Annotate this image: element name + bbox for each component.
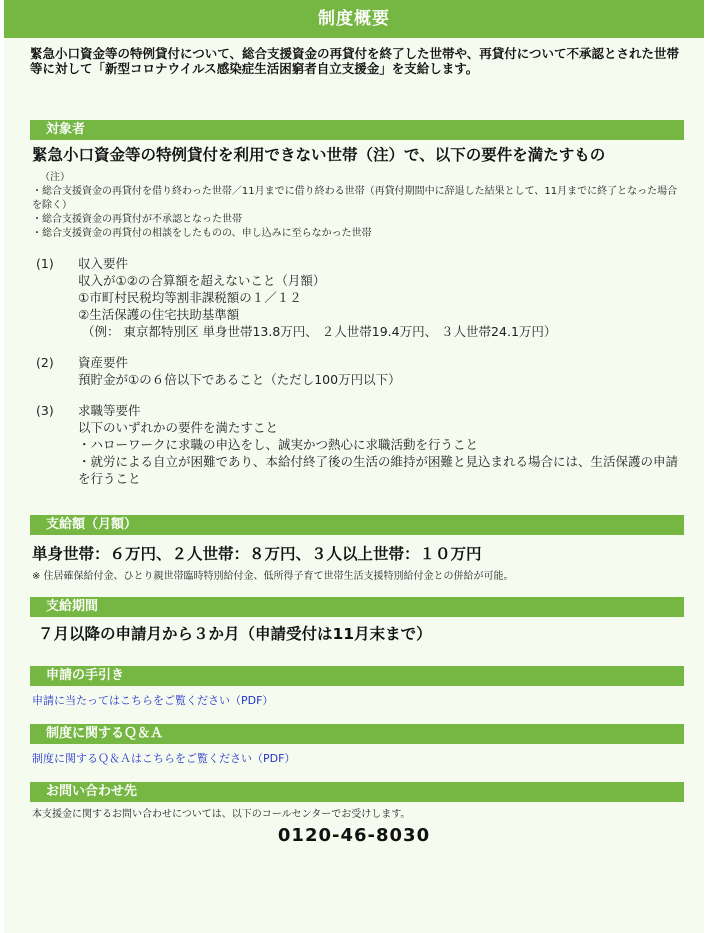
intro-text: 緊急小口資金等の特例貸付について、総合支援資金の再貸付を終了した世帯や、再貸付について不承認とされた世帯等に対して「新型コロナウイルス感染症生活困窮者自立支援金」を支給します。 <box>30 46 680 76</box>
requirement-line: ・ハローワークに求職の申込をし、誠実かつ熱心に求職活動を行うこと <box>78 437 479 452</box>
requirement-line: ・就労による自立が困難であり、本給付終了後の生活の維持が困難と見込まれる場合には、生活保護の申請を行うこと <box>78 454 679 486</box>
guide-pdf-link[interactable]: 申請に当たってはこちらをご覧ください（PDF） <box>32 694 274 707</box>
requirement-assets <box>4 354 704 388</box>
period-main: ７月以降の申請月から３か月（申請受付は11月末まで） <box>38 625 432 643</box>
section-heading-target: 対象者 <box>30 120 684 140</box>
note-label: （注） <box>40 172 70 183</box>
target-main: 緊急小口資金等の特例貸付を利用できない世帯（注）で、以下の要件を満たすもの <box>32 146 606 164</box>
section-heading-qa: 制度に関するＱ＆Ａ <box>30 724 684 744</box>
amount-note: ※ 住居確保給付金、ひとり親世帯臨時特別給付金、低所得子育て世帯生活支援特別給付金との併給が可能。 <box>32 571 514 582</box>
requirement-number: (3) <box>36 403 54 418</box>
requirement-line: ②生活保護の住宅扶助基準額 <box>78 307 240 322</box>
note-item: ・総合支援資金の再貸付の相談をしたものの、申し込みに至らなかった世帯 <box>32 228 372 239</box>
note-item: ・総合支援資金の再貸付を借り終わった世帯／11月までに借り終わる世帯（再貸付期間中に辞退した結果として、11月までに終了となった場合を除く） <box>32 186 678 211</box>
requirement-number: (1) <box>36 256 54 271</box>
note-item: ・総合支援資金の再貸付が不承認となった世帯 <box>32 214 242 225</box>
section-heading-contact: お問い合わせ先 <box>30 782 684 802</box>
requirement-number: (2) <box>36 355 54 370</box>
section-heading-amount: 支給額（月額） <box>30 515 684 535</box>
requirement-line: 以下のいずれかの要件を満たすこと <box>78 420 279 435</box>
requirement-title: 求職等要件 <box>78 403 141 418</box>
contact-phone-number: 0120-46-8030 <box>277 825 431 846</box>
requirement-income <box>4 255 704 340</box>
page-title: 制度概要 <box>4 0 704 38</box>
qa-pdf-link[interactable]: 制度に関するＱ＆Ａはこちらをご覧ください（PDF） <box>32 752 296 765</box>
contact-text: 本支援金に関するお問い合わせについては、以下のコールセンターでお受けします。 <box>32 809 411 820</box>
requirement-line: ①市町村民税均等割非課税額の１／１２ <box>78 290 302 305</box>
page <box>4 0 704 933</box>
amount-main: 単身世帯：６万円、２人世帯：８万円、３人以上世帯：１０万円 <box>32 545 482 563</box>
requirement-line: 収入が①②の合算額を超えないこと（月額） <box>78 273 326 288</box>
requirement-line: 預貯金が①の６倍以下であること（ただし100万円以下） <box>78 372 401 387</box>
requirement-title: 収入要件 <box>78 256 129 271</box>
requirement-job-search <box>4 402 704 487</box>
section-heading-guide: 申請の手引き <box>30 666 684 686</box>
section-heading-period: 支給期間 <box>30 597 684 617</box>
requirement-title: 資産要件 <box>78 355 129 370</box>
requirement-line: （例： 東京都特別区 単身世帯13.8万円、 ２人世帯19.4万円、 ３人世帯24.1万円） <box>82 324 557 339</box>
